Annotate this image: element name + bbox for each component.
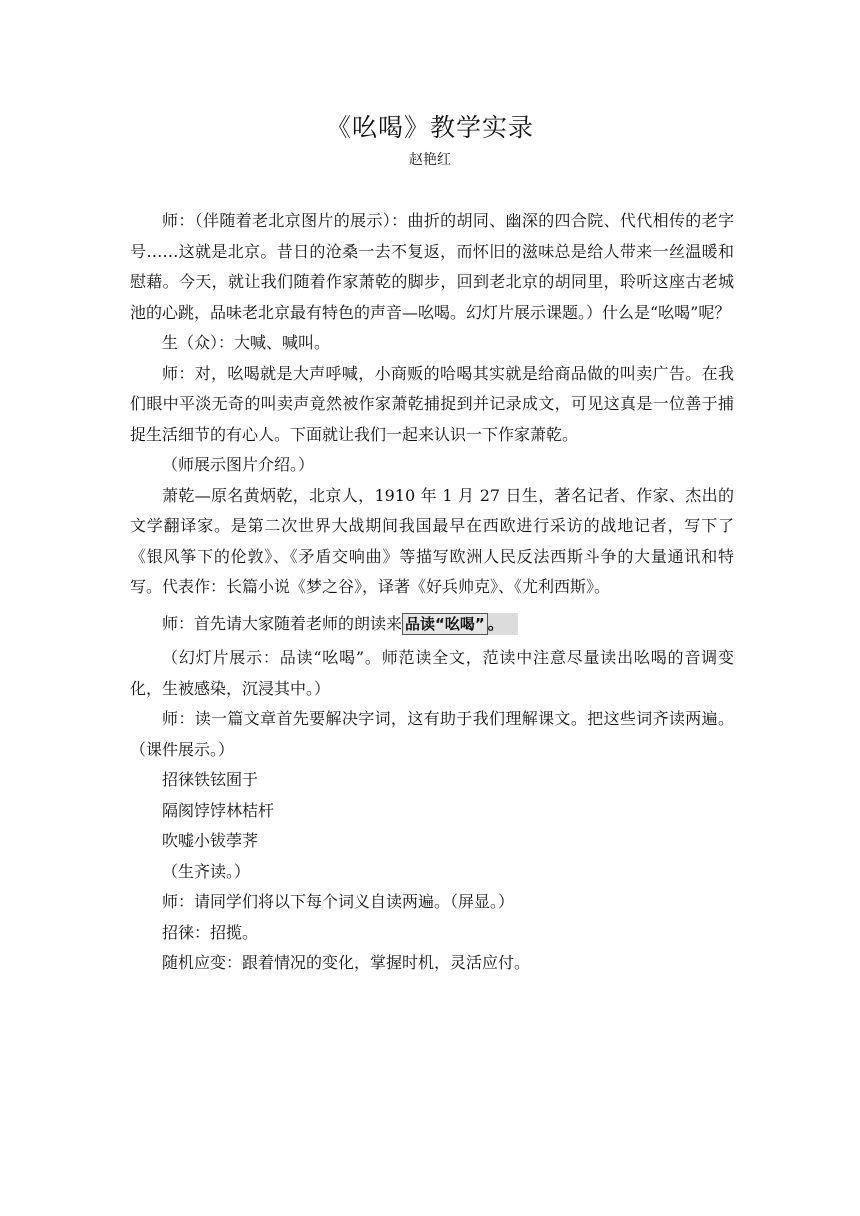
vocab-line: 隔阂饽饽林桔杆 bbox=[162, 800, 275, 820]
vocab-line: 招徕铁铉囿于 bbox=[162, 770, 259, 789]
highlight-prefix: 师：首先请大家随着老师的朗读来 bbox=[162, 613, 403, 633]
document-body bbox=[130, 206, 734, 979]
document-author: 赵艳红 bbox=[409, 152, 451, 168]
highlight-suffix: 。 bbox=[487, 613, 504, 633]
definition-line: 招徕：招揽。 bbox=[162, 922, 259, 942]
paragraph: 师：读一篇文章首先要解决字词，这有助于我们理解课文。把这些词齐读两遍。（课件展示。） bbox=[130, 709, 734, 759]
paragraph: 师：（伴随着老北京图片的展示）：曲折的胡同、幽深的四合院、代代相传的老字号……这就是北京。昔日的沧桑一去不复返，而怀旧的滋味总是给人带来一丝温暖和慰藉。今天，就让我们随着作家萧乾的脚步，回到老北京的胡同里，聆听这座古老城池的心跳，品味老北京最有特色的声音—吆喝。幻灯片展示课题。）什么是“吆喝”呢？ bbox=[130, 211, 734, 322]
paragraph: （师展示图片介绍。） bbox=[162, 455, 315, 474]
paragraph: （幻灯片展示：品读“吆喝”。师范读全文，范读中注意尽量读出吆喝的音调变化，生被感染，沉浸其中。） bbox=[130, 648, 734, 698]
highlighted-phrase: 品读“吆喝” bbox=[402, 613, 488, 635]
definition-line: 随机应变：跟着情况的变化，掌握时机，灵活应付。 bbox=[162, 953, 531, 972]
paragraph: 萧乾—原名黄炳乾，北京人，1910 年 1 月 27 日生，著名记者、作家、杰出的文学翻译家。是第二次世界大战期间我国最早在西欧进行采访的战地记者，写下了《银风筝下的伦敦》、《矛盾交响曲》等描写欧洲人民反法西斯斗争的大量通讯和特写。代表作：长篇小说《梦之谷》，译著《好兵帅克》、《尤利西斯》。 bbox=[130, 485, 734, 596]
paragraph: （生齐读。） bbox=[162, 861, 251, 881]
paragraph-with-highlight bbox=[130, 609, 734, 640]
highlight-background bbox=[402, 613, 518, 635]
paragraph: 师：对，吆喝就是大声呼喊，小商贩的哈喝其实就是给商品做的叫卖广告。在我们眼中平淡无奇的叫卖声竟然被作家萧乾捕捉到并记录成文，可见这真是一位善于捕捉生活细节的有心人。下面就让我们一起来认识一下作家萧乾。 bbox=[130, 363, 734, 444]
paragraph: 生（众）：大喊、喊叫。 bbox=[162, 333, 331, 352]
paragraph: 师：请同学们将以下每个词义自读两遍。（屏显。） bbox=[162, 892, 515, 911]
document-title: 《吆喝》教学实录 bbox=[325, 113, 534, 142]
vocab-line: 吹嘘小钹荸荠 bbox=[162, 831, 259, 850]
